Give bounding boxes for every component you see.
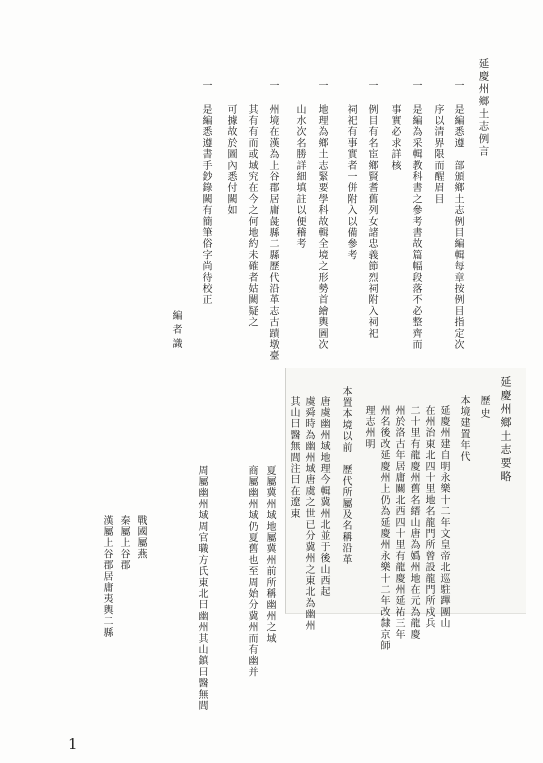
foreword-item-3-bullet: 一 [366,80,377,92]
sheet-title: 延慶州鄉土志要略 [499,376,512,484]
sheet-para-1-line-1: 延慶州建自明永樂十二年文皇帝北巡駐蹕團山 [438,405,449,629]
sheet-para-4-line-3: 周屬幽州域周官職方氏東北曰幽州其山鎮曰醫無閭 [196,465,207,712]
foreword-item-1-line-1: 是編悉遵 部頒鄉土志例目編輯每章按例目指定次 [452,104,463,351]
foreword-item-6-line-1: 可據故於圖內悉付闕如 [225,104,236,216]
foreword-item-4-line-2: 山水次名勝詳細填註以便稽考 [294,104,305,250]
sheet-para-1-line-2: 在州治東北四十里地名龍門所曾設龍門所戍兵 [423,405,434,629]
sheet-para-1-line-4: 州於洛古年居庸關北西四十里有龍慶州延祐三年 [393,405,404,641]
sheet-para-5-line-3: 漢屬上谷郡居庸夷輿二縣 [101,515,112,639]
sheet-section: 歷史 [478,395,489,421]
sheet-para-3-line-3: 其山曰醫無閭注曰在遼東 [288,396,299,520]
foreword-item-1-line-2: 序以清界限而醒眉目 [432,104,443,205]
foreword-item-2-bullet: 一 [410,80,421,92]
sheet-para-1-line-3: 二十里有龍慶州舊名縉山唐為嬀州地在元為龍慶 [408,405,419,641]
sheet-subsection: 本境建置年代 [458,395,469,463]
foreword-item-2-line-1: 是編為采輯教科書之參考書故篇幅段落不必整齊而 [410,104,421,351]
foreword-item-7-line-1: 是編悉遵書手鈔錄闕有簡筆俗字尚待校正 [200,104,211,306]
sheet-para-3-line-2: 虞舜時為幽州域唐虞之世已分冀州之東北為幽州 [303,396,314,632]
page-number: 1 [68,735,78,753]
sheet-para-3-line-1: 唐虞幽州域地理今輯冀州北並于後山西起 [318,396,329,598]
sheet-para-5-line-1: 戰國屬燕 [135,515,146,560]
foreword-item-3-line-2: 祠祀有事實者一併附入以備參考 [345,104,356,261]
foreword-item-7-bullet: 一 [200,80,211,92]
sheet-para-4-line-2: 商屬幽州域仍夏舊也至周始分冀州而有幽并 [246,465,257,678]
foreword-signature: 編者識 [170,310,181,352]
sheet-para-4-line-1: 夏屬冀州域地屬冀州前所稱幽州之域 [264,465,275,645]
foreword-title: 延慶州鄉土志例言 [477,58,490,158]
foreword-item-3-line-1: 例目有名宦鄉賢耆舊列女諸忠義節烈祠附入祠祀 [366,104,377,340]
sheet-para-1-line-6: 理志州明 [363,405,374,450]
foreword-item-1-bullet: 一 [452,80,463,92]
foreword-item-5-line-1: 州境在漢為上谷郡居庸彘縣二縣歷代沿革志古蹟墩臺 [267,104,278,362]
foreword-item-5-bullet: 一 [267,80,278,92]
foreword-item-5-line-2: 其有有而或域究在今之何地約未確者姑闕疑之 [246,104,257,328]
sheet-para-5-line-2: 秦屬上谷郡 [118,515,129,571]
sheet-para-1-line-5: 州名後改延慶州上仍為延慶州永樂十二年改隸京師 [378,405,389,652]
sheet-para-2-line-1: 本置本境以前 歷代所屬及名稱沿革 [340,386,351,566]
foreword-item-4-line-1: 地理為鄉土志緊要學科故輯全境之形勢首繪輿圖次 [316,104,327,351]
foreword-item-4-bullet: 一 [316,80,327,92]
foreword-item-2-line-2: 事實必求詳核 [389,104,400,172]
